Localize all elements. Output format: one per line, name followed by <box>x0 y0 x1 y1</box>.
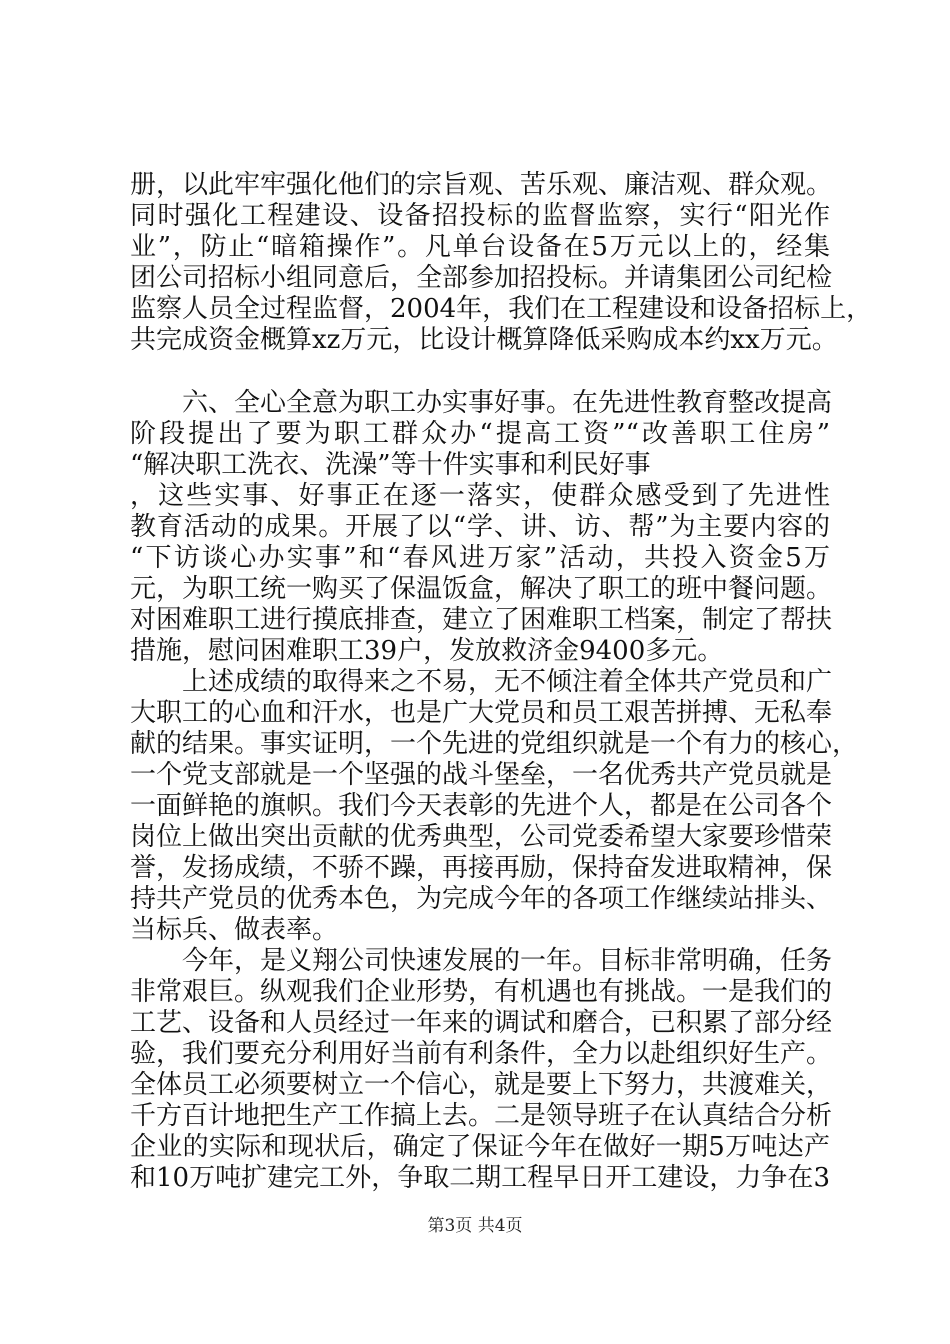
text-line: 教育活动的成果。开展了以“学、讲、访、帮”为主要内容的 <box>130 512 830 542</box>
text-line: 持共产党员的优秀本色，为完成今年的各项工作继续站排头、 <box>130 884 833 914</box>
text-line: 验，我们要充分利用好当前有利条件，全力以赴组织好生产。 <box>130 1039 833 1069</box>
text-line: 元，为职工统一购买了保温饭盒，解决了职工的班中餐问题。 <box>130 574 833 604</box>
text-line: 和10万吨扩建完工外，争取二期工程早日开工建设，力争在3 <box>130 1163 830 1193</box>
text-line: 工艺、设备和人员经过一年来的调试和磨合，已积累了部分经 <box>130 1008 833 1038</box>
text-line: 对困难职工进行摸底排查，建立了困难职工档案，制定了帮扶 <box>130 605 833 635</box>
text-line: 一个党支部就是一个坚强的战斗堡垒，一名优秀共产党员就是 <box>130 760 833 790</box>
text-line: 大职工的心血和汗水，也是广大党员和员工艰苦拼搏、无私奉 <box>130 698 833 728</box>
document-body <box>130 170 873 1194</box>
text-line: 当标兵、做表率。 <box>130 915 339 945</box>
text-line: 全体员工必须要树立一个信心，就是要上下努力，共渡难关， <box>130 1070 833 1100</box>
text-line: 阶段提出了要为职工群众办“提高工资”“改善职工住房” <box>130 419 830 449</box>
text-line: 非常艰巨。纵观我们企业形势，有机遇也有挑战。一是我们的 <box>130 977 833 1007</box>
paragraph-gap <box>130 356 830 388</box>
text-line: 措施，慰问困难职工39户，发放救济金9400多元。 <box>130 636 724 666</box>
text-line: 企业的实际和现状后，确定了保证今年在做好一期5万吨达产 <box>130 1132 830 1162</box>
text-line: 千方百计地把生产工作搞上去。二是领导班子在认真结合分析 <box>130 1101 833 1131</box>
text-line: ，这些实事、好事正在逐一落实，使群众感受到了先进性 <box>130 481 830 511</box>
text-line: 一面鲜艳的旗帜。我们今天表彰的先进个人，都是在公司各个 <box>130 791 833 821</box>
text-line: 共完成资金概算xz万元，比设计概算降低采购成本约xx万元。 <box>130 325 838 355</box>
paragraph-first-line: 今年，是义翔公司快速发展的一年。目标非常明确，任务 <box>182 946 833 976</box>
text-line: 同时强化工程建设、设备招投标的监督监察，实行“阳光作 <box>130 201 830 231</box>
text-line: 团公司招标小组同意后，全部参加招投标。并请集团公司纪检 <box>130 263 833 293</box>
text-line: 监察人员全过程监督，2004年，我们在工程建设和设备招标上， <box>130 294 873 324</box>
text-line: 岗位上做出突出贡献的优秀典型，公司党委希望大家要珍惜荣 <box>130 822 833 852</box>
page-footer <box>0 1215 950 1237</box>
text-line: 献的结果。事实证明，一个先进的党组织就是一个有力的核心， <box>130 729 859 759</box>
text-line: “解决职工洗衣、洗澡”等十件实事和利民好事 <box>130 450 651 480</box>
paragraph-heading-line: 六、全心全意为职工办实事好事。在先进性教育整改提高 <box>182 388 833 418</box>
page-number-label: 第3页 共4页 <box>427 1216 523 1236</box>
text-line: “下访谈心办实事”和“春风进万家”活动，共投入资金5万 <box>130 543 830 573</box>
text-line: 册，以此牢牢强化他们的宗旨观、苦乐观、廉洁观、群众观。 <box>130 170 833 200</box>
paragraph-first-line: 上述成绩的取得来之不易，无不倾注着全体共产党员和广 <box>182 667 833 697</box>
text-line: 誉，发扬成绩，不骄不躁，再接再励，保持奋发进取精神，保 <box>130 853 833 883</box>
text-line: 业”，防止“暗箱操作”。凡单台设备在5万元以上的，经集 <box>130 232 830 262</box>
